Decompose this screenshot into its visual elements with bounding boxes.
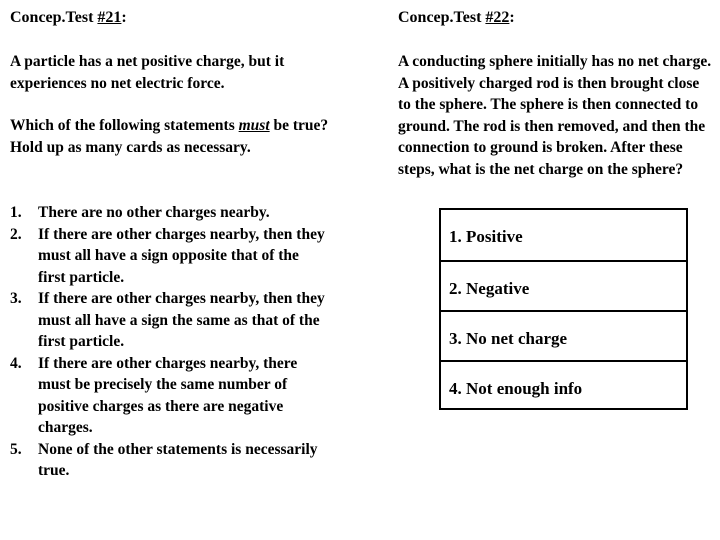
answer-option-negative[interactable]: 2. Negative (441, 260, 686, 300)
concept-test-21-title (10, 7, 127, 29)
title-prefix: Concep.Test (10, 9, 98, 26)
title-suffix: : (121, 9, 127, 26)
concept-test-22-title (398, 7, 515, 29)
statement-text: If there are other charges nearby, then they must all have a sign the same as that of the first particle. (38, 290, 325, 350)
title-prefix: Concep.Test (398, 9, 486, 26)
statement-number: 5. (10, 440, 22, 458)
question-21-text: A particle has a net positive charge, but it experiences no net electric force. (10, 53, 285, 92)
question-22-text: A conducting sphere initially has no net charge. A positively charged rod is then brought close to the sphere. The sphere is then connected to ground. The rod is then removed, and then the connection to ground is broken. After these steps, what is the net charge on the sphere? (398, 53, 712, 178)
list-item (10, 353, 330, 439)
statement-number: 4. (10, 354, 22, 372)
statement-text: If there are other charges nearby, then they must all have a sign opposite that of the first particle. (38, 225, 325, 286)
question-21-prompt (10, 115, 330, 158)
statement-text: None of the other statements is necessarily true. (38, 440, 318, 479)
answer-option-positive[interactable]: 1. Positive (449, 227, 523, 246)
statement-number: 3. (10, 290, 22, 307)
list-item (10, 288, 330, 353)
statement-text: If there are other charges nearby, there must be precisely the same number of positive charges as there are negative charges. (38, 354, 298, 436)
title-number: #21 (97, 9, 122, 26)
title-number: #22 (485, 9, 510, 26)
answer-options-box (439, 208, 688, 410)
statement-number: 2. (10, 225, 22, 243)
statement-number: 1. (10, 204, 22, 221)
prompt-emphasis: must (238, 117, 270, 134)
list-item (10, 202, 330, 224)
title-suffix: : (509, 9, 515, 26)
list-item (10, 224, 330, 289)
prompt-before: Which of the following statements (10, 117, 239, 134)
statement-text: There are no other charges nearby. (38, 204, 270, 221)
prompt-after: be true? Hold up as many cards as necessary. (10, 117, 329, 156)
list-item (10, 439, 330, 482)
answer-option-not-enough-info[interactable]: 4. Not enough info (441, 360, 686, 400)
answer-option-no-net-charge[interactable]: 3. No net charge (441, 310, 686, 350)
statement-list (10, 202, 330, 482)
